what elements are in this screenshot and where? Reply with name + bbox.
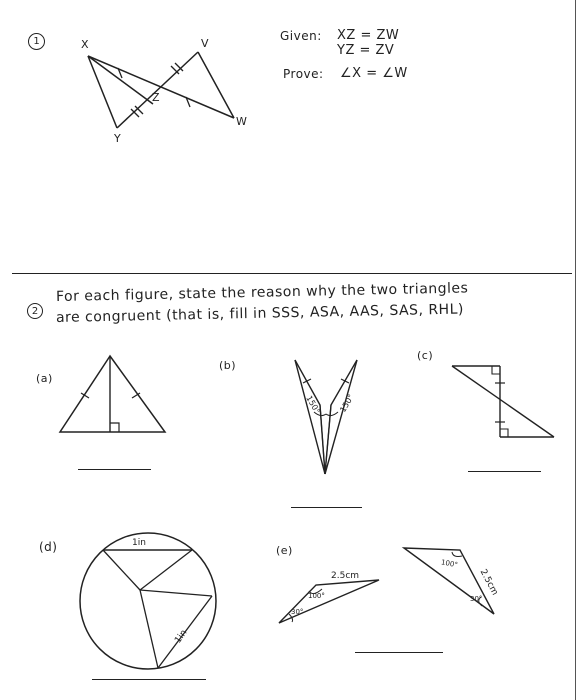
vertex-y: Y	[114, 132, 121, 145]
vertex-w: W	[236, 115, 247, 128]
e2-side-label: 2.5cm	[477, 567, 500, 598]
e1-angle-large: 100°	[308, 592, 325, 600]
vertex-z: Z	[152, 91, 160, 104]
figure-e-triangle-2	[404, 548, 500, 614]
figure-d	[80, 533, 216, 669]
problem-2-number: 2	[27, 303, 43, 319]
given-line-1: XZ = ZW	[337, 28, 400, 43]
chord-top-label: 1in	[132, 538, 146, 548]
part-d-label: (d)	[39, 540, 58, 554]
vertex-x: X	[81, 38, 89, 51]
e2-angle-small: 30°	[470, 595, 483, 603]
instruction-line-1: For each figure, state the reason why the two triangles	[55, 280, 469, 305]
instruction-line-2: are congruent (that is, fill in SSS, ASA, AAS, SAS, RHL)	[55, 301, 465, 326]
problem-1-number: 1	[28, 33, 45, 50]
answer-blank-c[interactable]	[468, 471, 541, 472]
part-b-label: (b)	[219, 359, 237, 372]
e1-angle-small: 30°	[291, 608, 304, 616]
figure-a	[60, 356, 165, 432]
answer-blank-e[interactable]	[355, 652, 443, 653]
given-label: Given:	[280, 29, 322, 43]
prove-label: Prove:	[283, 67, 324, 81]
vertex-v: V	[201, 37, 209, 50]
e1-side-label: 2.5cm	[331, 571, 360, 581]
answer-blank-a[interactable]	[78, 469, 151, 470]
part-a-label: (a)	[36, 372, 53, 385]
part-e-label: (e)	[276, 544, 293, 557]
figure-b	[295, 360, 357, 474]
chord-bottom-label: 1in	[173, 628, 190, 646]
e2-angle-large: 100°	[440, 558, 459, 570]
angle-b-left: 150°	[304, 394, 322, 416]
part-c-label: (c)	[417, 349, 434, 362]
figure-e-triangle-1	[279, 571, 379, 623]
given-line-2: YZ = ZV	[337, 43, 395, 58]
figure-c	[452, 366, 554, 437]
prove-statement: ∠X = ∠W	[340, 66, 408, 81]
answer-blank-b[interactable]	[291, 507, 362, 508]
answer-blank-d[interactable]	[92, 679, 206, 680]
angle-b-right: 150°	[338, 392, 356, 414]
